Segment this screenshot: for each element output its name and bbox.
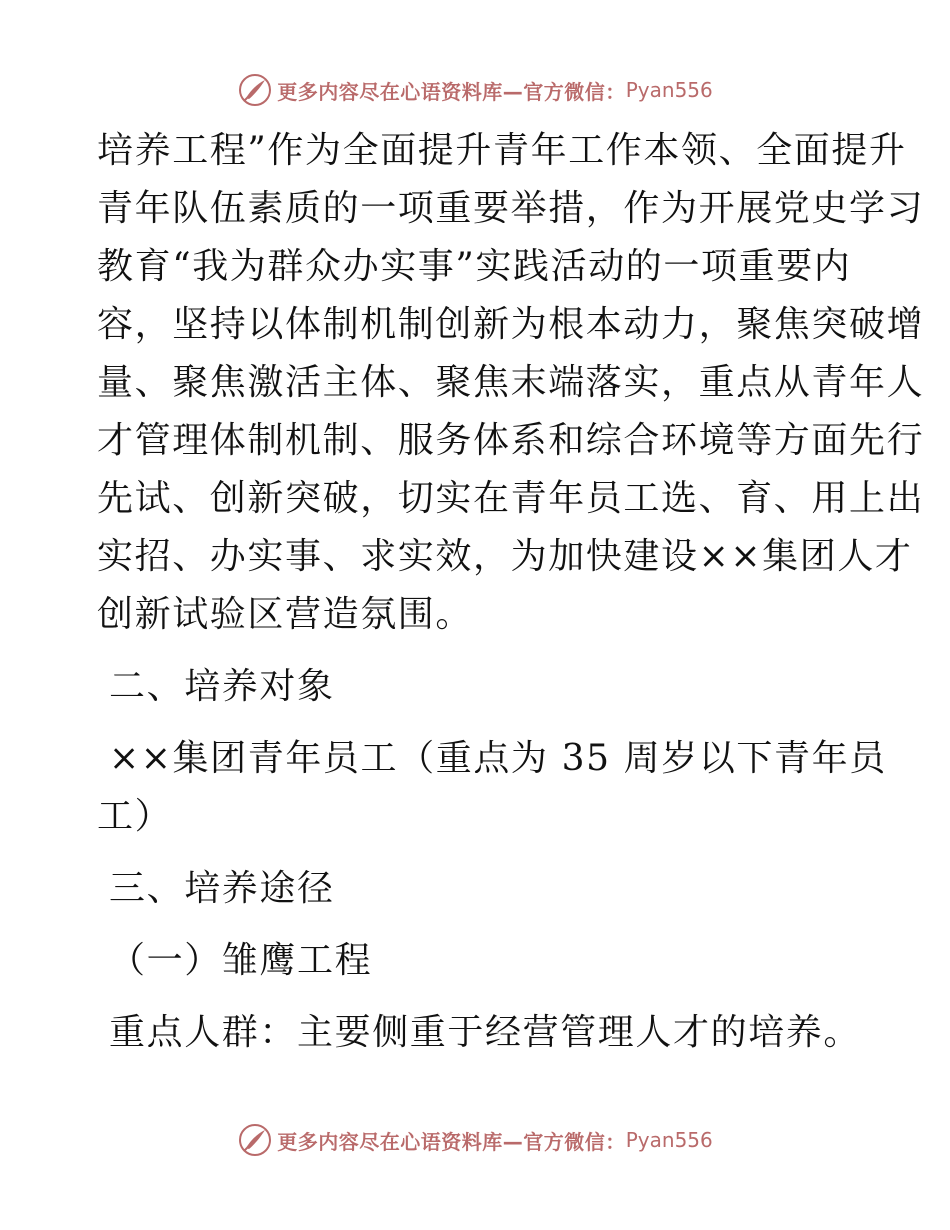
paragraph-line: 量、聚焦激活主体、聚焦末端落实，重点从青年人: [97, 362, 925, 403]
header-watermark-text: 更多内容尽在心语资料库—官方微信：: [277, 79, 626, 104]
quill-logo-icon: [237, 72, 273, 108]
paragraph-line: ××集团青年员工（重点为 35 周岁以下青年员: [109, 738, 887, 779]
section-heading-3: 三、培养途径: [109, 868, 335, 909]
header-watermark: [0, 70, 950, 110]
quill-logo-icon: [237, 1122, 273, 1158]
focus-line: 重点人群：主要侧重于经营管理人才的培养。: [109, 1012, 862, 1053]
paragraph-line: 教育“我为群众办实事”实践活动的一项重要内: [97, 246, 852, 287]
document-body: [97, 122, 925, 1062]
paragraph-1: [97, 122, 925, 644]
section-heading-2: 二、培养对象: [109, 666, 335, 707]
footer-watermark-text: 更多内容尽在心语资料库—官方微信：: [277, 1129, 626, 1154]
paragraph-line: 青年队伍素质的一项重要举措，作为开展党史学习: [97, 188, 925, 229]
paragraph-line: 才管理体制机制、服务体系和综合环境等方面先行: [97, 420, 925, 461]
paragraph-line: 容，坚持以体制机制创新为根本动力，聚焦突破增: [97, 304, 925, 345]
paragraph-line: 实招、办实事、求实效，为加快建设××集团人才: [97, 536, 913, 577]
paragraph-line: 先试、创新突破，切实在青年员工选、育、用上出: [97, 478, 925, 519]
header-watermark-id: Pyan556: [625, 78, 713, 102]
paragraph-line: 工）: [97, 796, 173, 837]
paragraph-line: 创新试验区营造氛围。: [97, 594, 474, 635]
subheading-1: （一）雏鹰工程: [109, 940, 373, 981]
target-paragraph: [97, 730, 887, 846]
footer-watermark: [0, 1120, 950, 1160]
paragraph-line: 培养工程”作为全面提升青年工作本领、全面提升: [97, 130, 907, 171]
footer-watermark-id: Pyan556: [625, 1128, 713, 1152]
